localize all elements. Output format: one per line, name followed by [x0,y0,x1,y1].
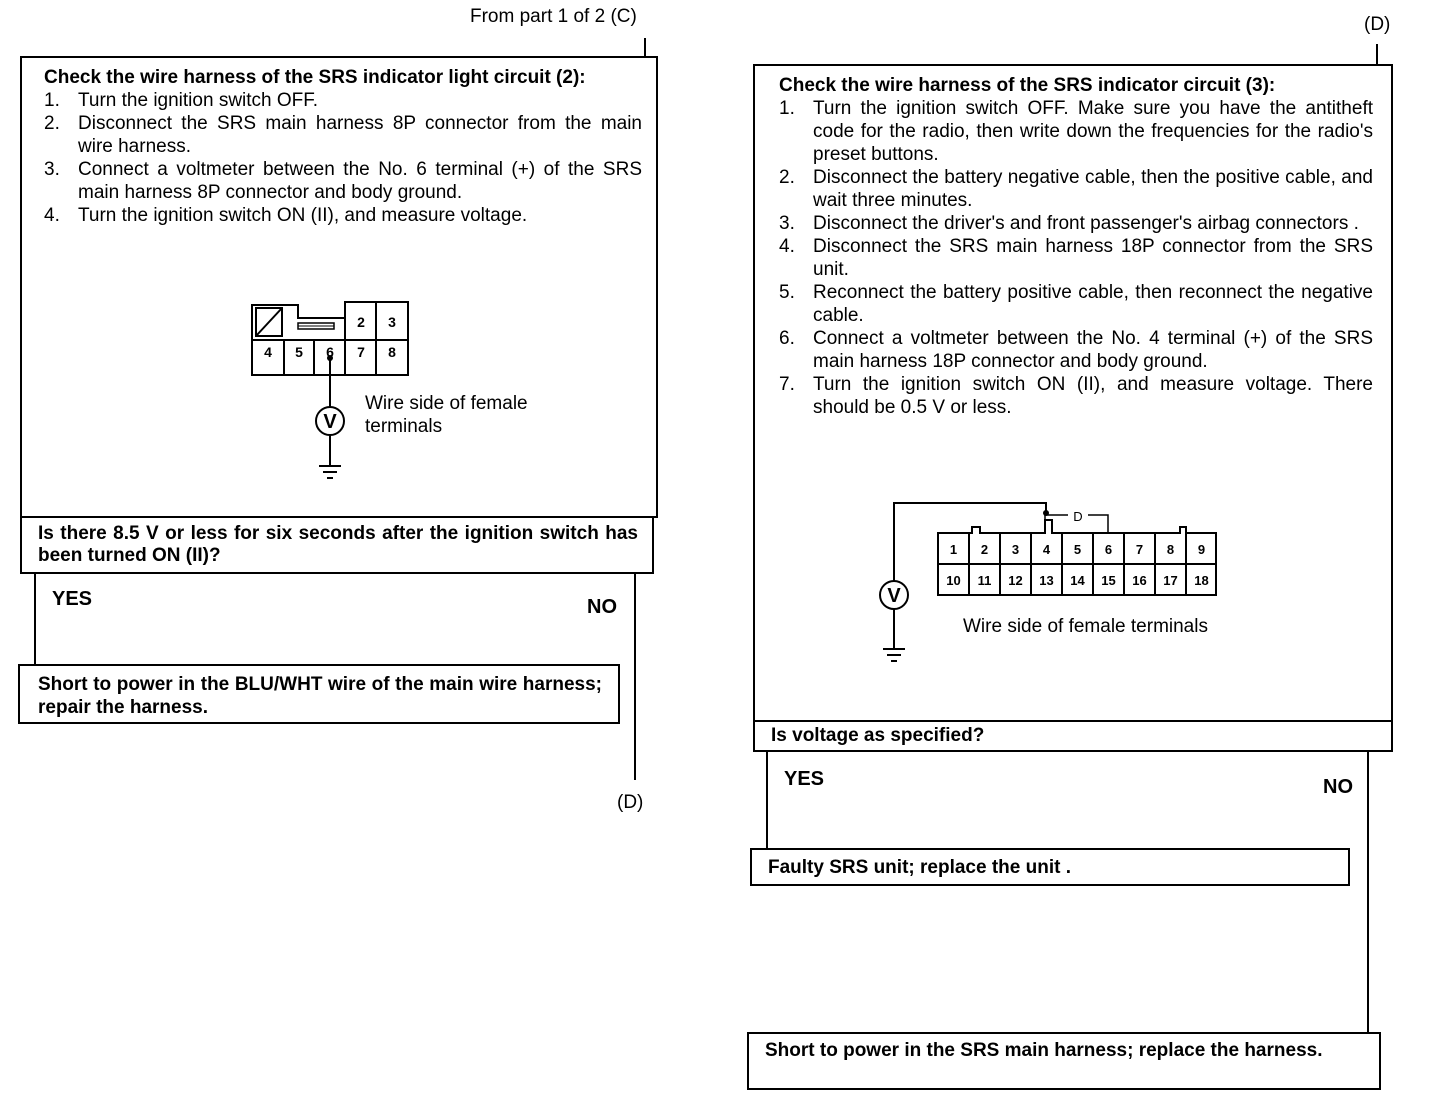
pin-8: 8 [388,344,396,360]
connector-18p-diagram [870,495,1230,675]
yes-branch-line [34,574,36,664]
list-item: 6. Connect a voltmeter between the No. 4 terminal (+) of the SRS main harness 18P connector and body ground. [779,328,1373,372]
list-item: 7. Turn the ignition switch ON (II), and measure voltage. There should be 0.5 V or less. [779,374,1373,418]
list-item: 3. Connect a voltmeter between the No. 6 terminal (+) of the SRS main harness 8P connector and body ground. [44,159,642,203]
pin-5: 5 [295,344,303,360]
flow-line [1376,44,1378,66]
connector-caption: Wire side of female terminals [365,393,528,437]
result-box-short-srs-harness: Short to power in the SRS main harness; replace the harness. [747,1032,1381,1090]
pin-17: 17 [1163,573,1178,588]
from-reference: (D) [1364,14,1391,35]
list-item: 1. Turn the ignition switch OFF. [44,90,319,111]
pin-16: 16 [1132,573,1147,588]
step-list [44,89,642,227]
no-branch-line [1367,752,1369,1036]
continue-reference: (D) [617,792,644,813]
latch-label: D [1073,509,1083,524]
pin-4: 4 [264,344,272,360]
list-item: 2. Disconnect the SRS main harness 8P connector from the main wire harness. [44,113,642,157]
pin-4: 4 [1042,542,1051,557]
pin-3: 3 [1011,542,1020,557]
pin-14: 14 [1070,573,1085,588]
list-item: 4. Disconnect the SRS main harness 18P connector from the SRS unit. [779,236,1373,280]
yes-branch-line [766,752,768,848]
question-box: Is there 8.5 V or less for six seconds after the ignition switch has been turned ON (II)? [20,516,654,574]
pin-8: 8 [1166,542,1175,557]
pin-7: 7 [1135,542,1144,557]
result-box-short-to-power: Short to power in the BLU/WHT wire of the main wire harness; repair the harness. [18,664,620,724]
pin-6: 6 [326,344,334,360]
voltmeter-icon: V [323,411,337,433]
from-part-reference: From part 1 of 2 (C) [470,6,637,27]
list-item: 2. Disconnect the battery negative cable, then the positive cable, and wait three minutes. [779,167,1373,211]
no-label: NO [587,596,617,618]
pin-1: 1 [949,542,958,557]
list-item: 4. Turn the ignition switch ON (II), and measure voltage. [44,205,528,226]
check-title: Check the wire harness of the SRS indicator circuit (3): [779,75,1276,96]
pin-18: 18 [1194,573,1209,588]
voltmeter-icon: V [887,585,901,607]
flow-line [644,38,646,58]
list-item: 3. Disconnect the driver's and front passenger's airbag connectors . [779,213,1359,234]
yes-label: YES [52,588,93,610]
result-box-faulty-srs-unit: Faulty SRS unit; replace the unit . [750,848,1350,886]
pin-15: 15 [1101,573,1116,588]
connector-8p-diagram [240,290,430,490]
question-box: Is voltage as specified? [753,720,1393,752]
pin-9: 9 [1197,542,1206,557]
no-label: NO [1323,776,1353,798]
pin-2: 2 [980,542,989,557]
list-item: 1. Turn the ignition switch OFF. Make sure you have the antitheft code for the radio, then write down the frequencies for the radio's preset buttons. [779,98,1373,165]
list-item: 5. Reconnect the battery positive cable, then reconnect the negative cable. [779,282,1373,326]
connector-caption: Wire side of female terminals [963,616,1208,637]
check-title: Check the wire harness of the SRS indicator light circuit (2): [44,67,586,88]
pin-2: 2 [357,314,365,330]
pin-13: 13 [1039,573,1054,588]
pin-12: 12 [1008,573,1023,588]
pin-10: 10 [946,573,961,588]
pin-6: 6 [1104,542,1113,557]
pin-7: 7 [357,344,365,360]
no-branch-line [634,574,636,780]
step-list [779,97,1373,419]
pin-11: 11 [977,573,992,588]
pin-5: 5 [1073,542,1082,557]
yes-label: YES [784,768,825,790]
pin-3: 3 [388,314,396,330]
